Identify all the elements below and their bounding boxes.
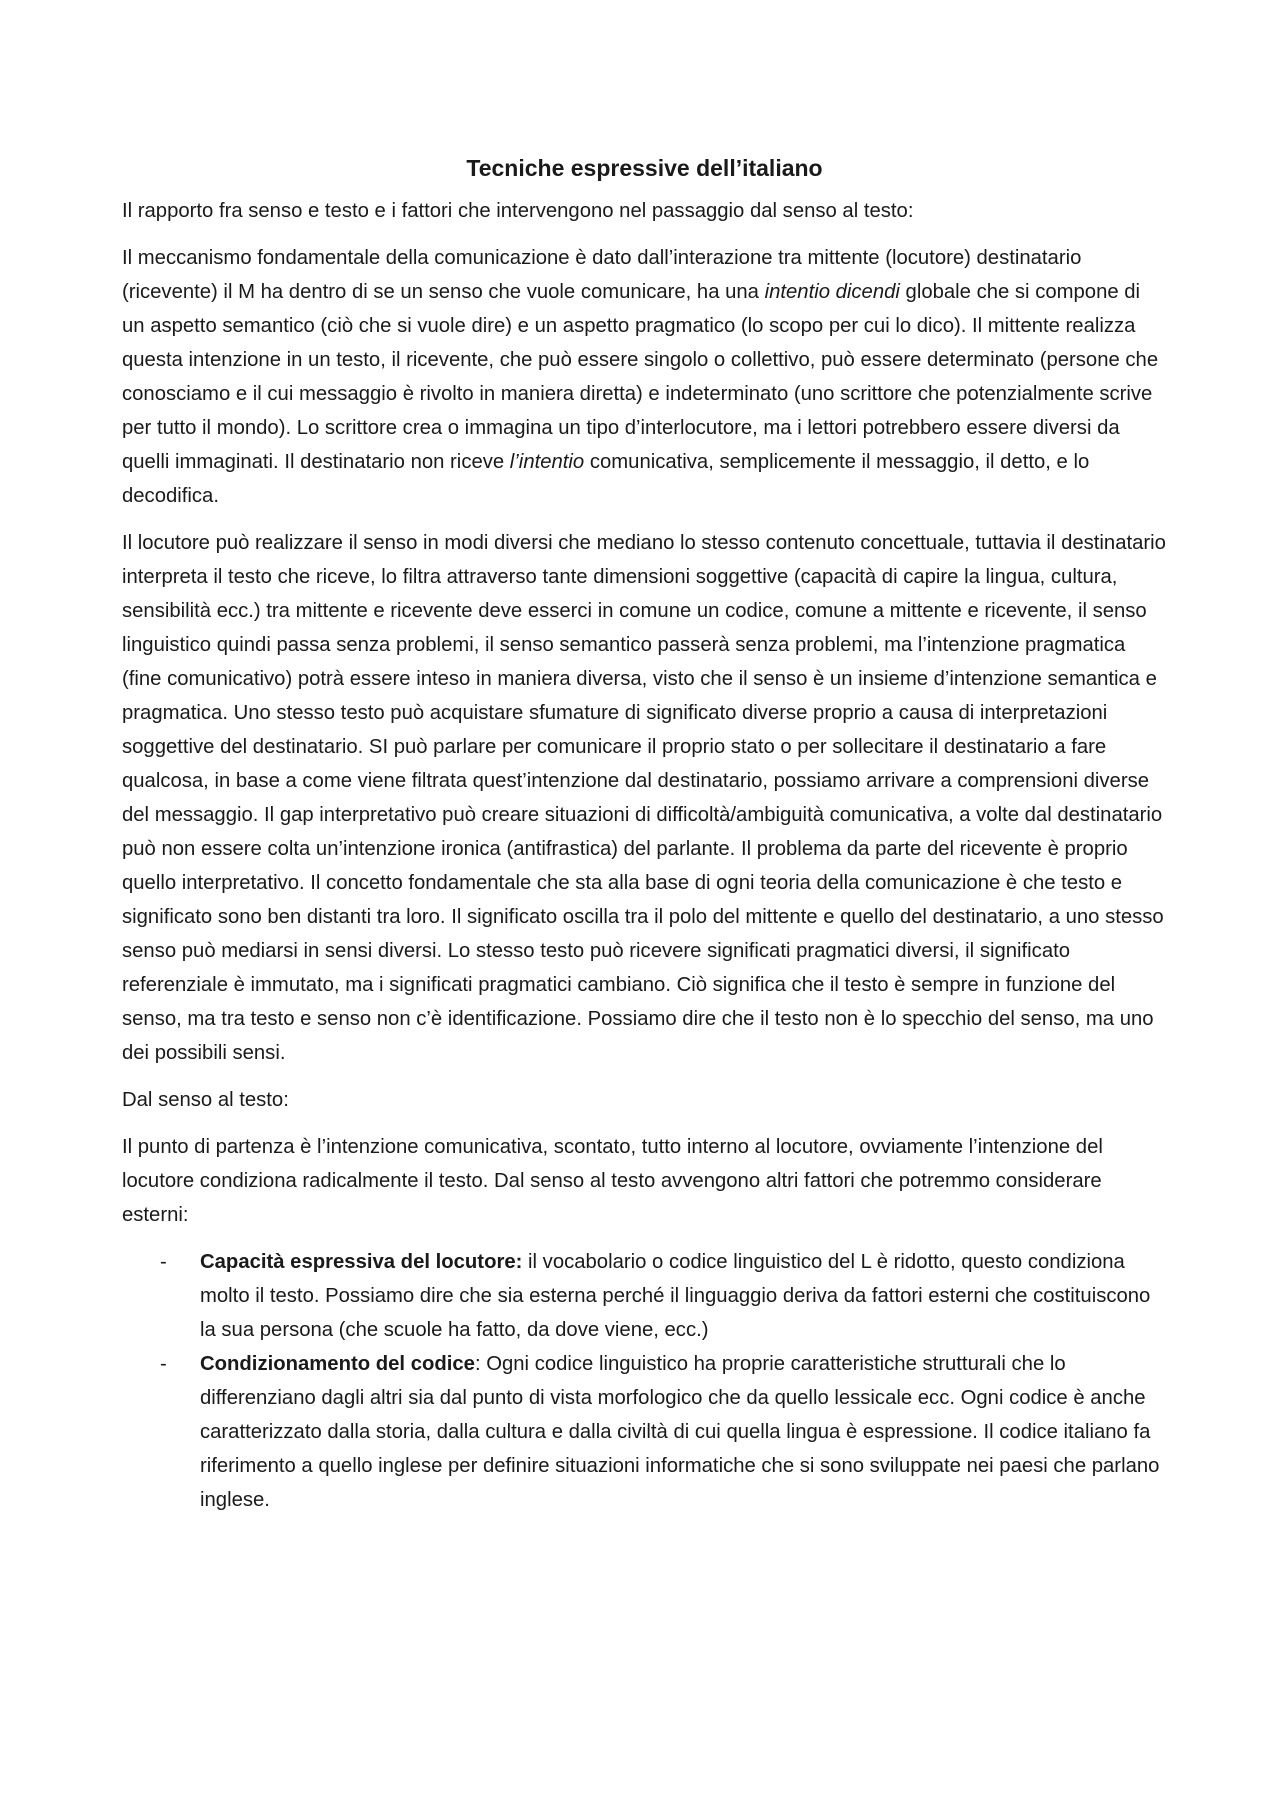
list-item-bold-label: Capacità espressiva del locutore: xyxy=(200,1251,523,1273)
paragraph-dal-senso-al-testo: Dal senso al testo: xyxy=(122,1089,289,1111)
p1-italic-intentio: l’intentio xyxy=(509,451,585,473)
list-item-text: il vocabolario o codice linguistico del L è ridotto, questo condiziona molto il testo. Possiamo dire che sia esterna perché il linguaggio deriva da fattori esterni che costituiscono la sua persona (che scuole ha fatto, da dove viene, ecc.) xyxy=(200,1251,1151,1341)
paragraph-locutore-senso: Il locutore può realizzare il senso in modi diversi che mediano lo stesso contenuto concettuale, tuttavia il destinatario interpreta il testo che riceve, lo filtra attraverso tante dimensioni soggettive (capacità di capire la lingua, cultura, sensibilità ecc.) tra mittente e ricevente deve esserci in comune un codice, comune a mittente e ricevente, il senso linguistico quindi passa senza problemi, il senso semantico passerà senza problemi, ma l’intenzione pragmatica (fine comunicativo) potrà essere inteso in maniera diversa, visto che il senso è un insieme d’intenzione semantica e pragmatica. Uno stesso testo può acquistare sfumature di significato diverse proprio a causa di interpretazioni soggettive del destinatario. SI può parlare per comunicare il proprio stato o per sollecitare il destinatario a fare qualcosa, in base a come viene filtrata quest’intenzione dal destinatario, possiamo arrivare a comprensioni diverse del messaggio. Il gap interpretativo può creare situazioni di difficoltà/ambiguità comunicativa, a volte dal destinatario può non essere colta un’intenzione ironica (antifrastica) del parlante. Il problema da parte del ricevente è proprio quello interpretativo. Il concetto fondamentale che sta alla base di ogni teoria della comunicazione è che testo e significato sono ben distanti tra loro. Il significato oscilla tra il polo del mittente e quello del destinatario, a uno stesso senso può mediarsi in sensi diversi. Lo stesso testo può ricevere significati pragmatici diversi, il significato referenziale è immutato, ma i significati pragmatici cambiano. Ciò significa che il testo è sempre in funzione del senso, ma tra testo e senso non c’è identificazione. Possiamo dire che il testo non è lo specchio del senso, ma uno dei possibili sensi. xyxy=(122,532,1166,1064)
document-page xyxy=(122,150,1167,1517)
p1-text-a: Il meccanismo fondamentale della comunicazione è dato dall’interazione tra mittente (locutore) destinatario (ricevente) il M ha dentro di se un senso che vuole comunicare, ha una xyxy=(122,247,1082,303)
list-dash: - xyxy=(160,1251,167,1273)
list-dash: - xyxy=(160,1353,167,1375)
list-item xyxy=(122,1347,1167,1517)
p1-text-b: globale che si compone di un aspetto semantico (ciò che si vuole dire) e un aspetto pragmatico (lo scopo per cui lo dico). Il mittente realizza questa intenzione in un testo, il ricevente, che può essere singolo o collettivo, può essere determinato (persone che conosciamo e il cui messaggio è rivolto in maniera diretta) e indeterminato (uno scrittore che potenzialmente scrive per tutto il mondo). Lo scrittore crea o immagina un tipo d’interlocutore, ma i lettori potrebbero essere diversi da quelli immaginati. Il destinatario non riceve xyxy=(122,281,1159,473)
document-title: Tecniche espressive dell’italiano xyxy=(466,155,823,181)
paragraph-punto-di-partenza: Il punto di partenza è l’intenzione comunicativa, scontato, tutto interno al locutore, ovviamente l’intenzione del locutore condiziona radicalmente il testo. Dal senso al testo avvengono altri fattori che potremmo considerare esterni: xyxy=(122,1136,1103,1226)
list-item-text: : Ogni codice linguistico ha proprie caratteristiche strutturali che lo differenziano dagli altri sia dal punto di vista morfologico che da quello lessicale ecc. Ogni codice è anche caratterizzato dalla storia, dalla cultura e dalla civiltà di cui quella lingua è espressione. Il codice italiano fa riferimento a quello inglese per definire situazioni informatiche che si sono sviluppate nei paesi che parlano inglese. xyxy=(200,1353,1160,1511)
list-item xyxy=(122,1245,1167,1347)
p1-italic-intentio-dicendi: intentio dicendi xyxy=(764,281,900,303)
paragraph-communication-mechanism xyxy=(122,241,1167,513)
intro-paragraph: Il rapporto fra senso e testo e i fattori che intervengono nel passaggio dal senso al testo: xyxy=(122,200,914,222)
factors-list xyxy=(122,1245,1167,1517)
list-item-bold-label: Condizionamento del codice xyxy=(200,1353,475,1375)
p1-text-c: comunicativa, semplicemente il messaggio, il detto, e lo decodifica. xyxy=(122,451,1090,507)
